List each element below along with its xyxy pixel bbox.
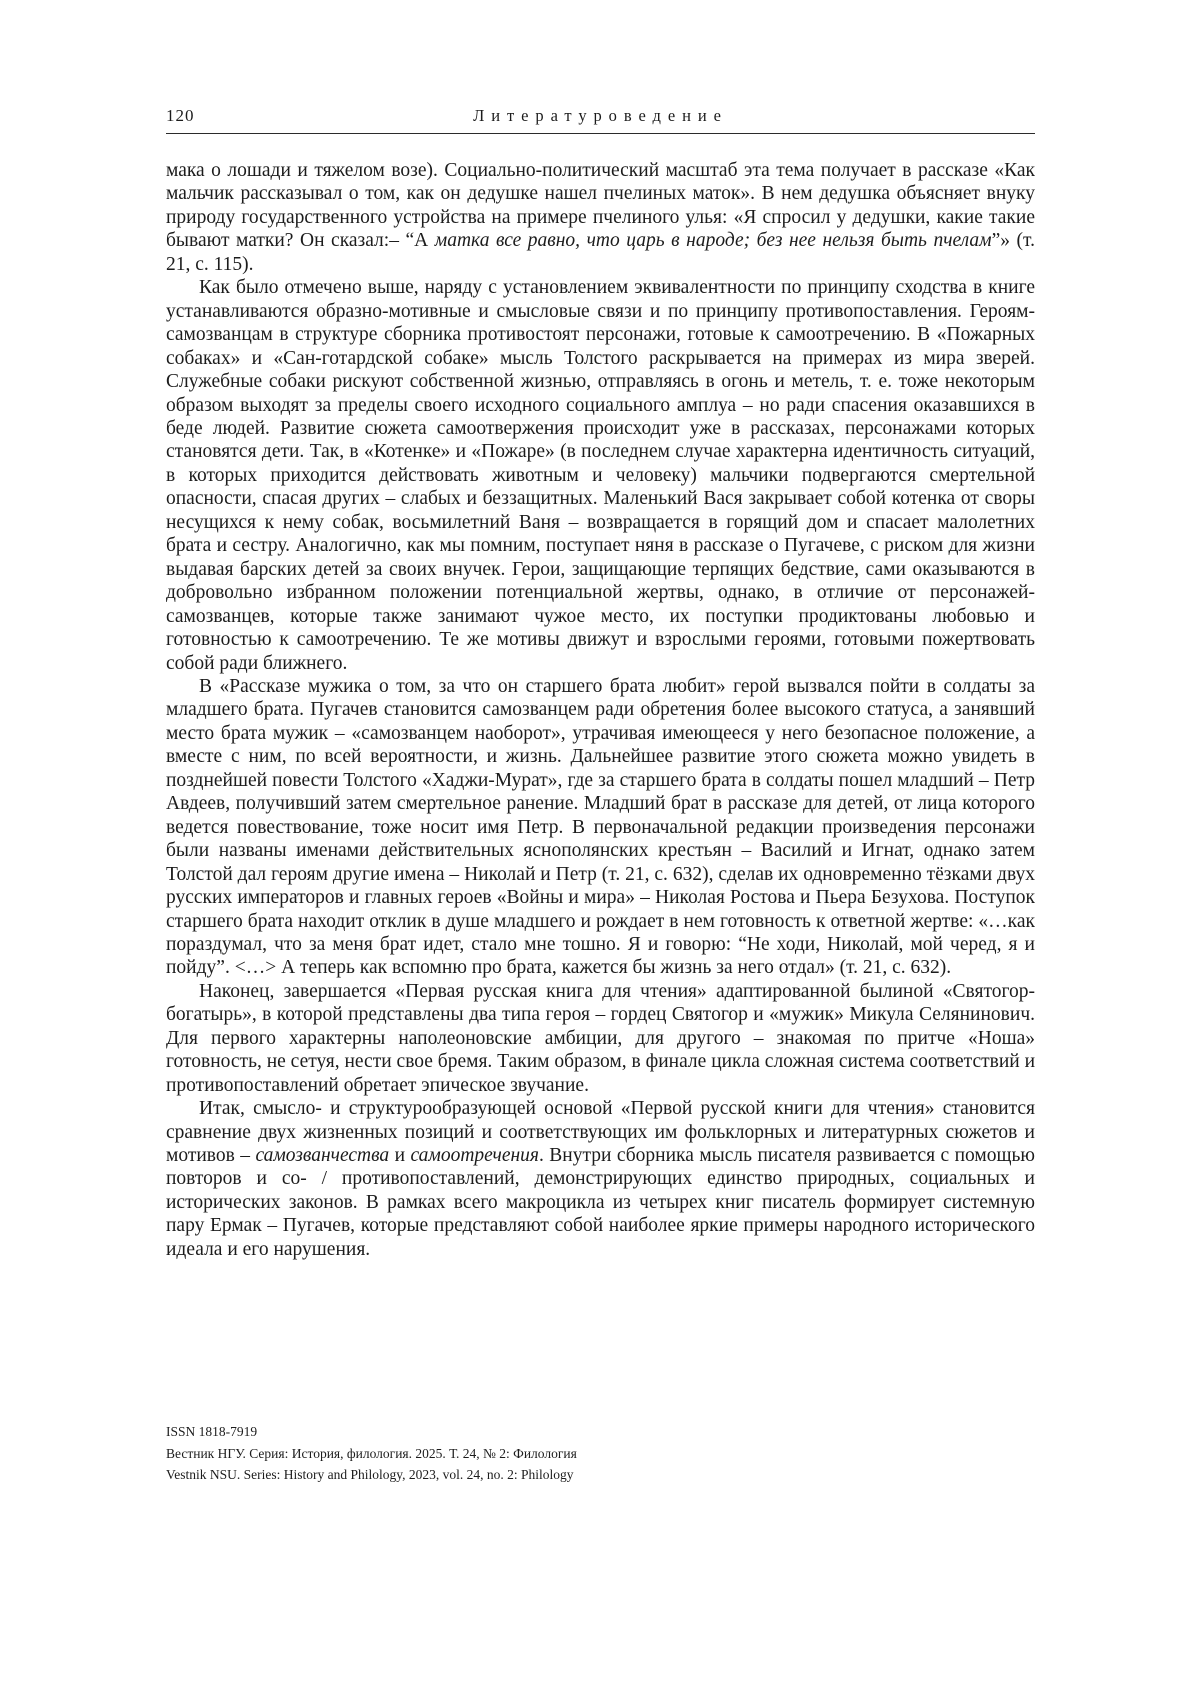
page-footer: [166, 1421, 1035, 1486]
issn-line: ISSN 1818-7919: [166, 1424, 258, 1439]
text-run: ”» (т. 21, с. 115).: [166, 230, 1035, 275]
page-header: [166, 106, 1035, 134]
italic-run: матка все равно, что царь в народе; без нее нельзя быть пчелам: [434, 230, 992, 252]
text-run: В «Рассказе мужика о том, за что он старшего брата любит» герой вызвался пойти в солдаты за младшего брата. Пугачев становится самозванцем ради обретения более высокого статуса, а занявший место брата мужик – «самозванцем наоборот», утрачивая имеющееся у него безопасное положение, а вместе с ним, по всей вероятности, и жизнь. Дальнейшее развитие этого сюжета можно увидеть в позднейшей повести Толстого «Хаджи-Мурат», где за старшего брата в солдаты пошел младший – Петр Авдеев, получивший затем смертельное ранение. Младший брат в рассказе для детей, от лица которого ведется повествование, тоже носит имя Петр. В первоначальной редакции произведения персонажи были названы именами действительных яснополянских крестьян – Василий и Игнат, однако затем Толстой дал героям другие имена – Николай и Петр (т. 21, с. 632), сделав их одновременно тёзками двух русских императоров и главных героев «Войны и мира» – Николая Ростова и Пьера Безухова. Поступок старшего брата находит отклик в душе младшего и рождает в нем готовность к ответной жертве: «…как пораздумал, что за меня брат идет, стало мне тошно. Я и говорю: “Не ходи, Николай, мой черед, я и пойду”. <…> А теперь как вспомню про брата, кажется бы жизнь за него отдал» (т. 21, с. 632).: [166, 675, 1035, 979]
paragraph: [166, 980, 1035, 1097]
paragraph: [166, 276, 1035, 675]
italic-run: самоотречения: [410, 1145, 539, 1167]
citation-line-en: Vestnik NSU. Series: History and Philology, 2023, vol. 24, no. 2: Philology: [166, 1467, 574, 1482]
citation-line-ru: Вестник НГУ. Серия: История, филология. 2025. Т. 24, № 2: Филология: [166, 1445, 577, 1461]
paragraph: [166, 675, 1035, 980]
page-number: 120: [166, 106, 195, 125]
text-run: мака о лошади и тяжелом возе). Социально-политический масштаб эта тема получает в рассказе «Как мальчик рассказывал о том, как он дедушке нашел пчелиных маток». В нем дедушка объясняет внуку природу государственного устройства на примере пчелиного улья: «Я спросил у дедушки, какие такие бывают матки? Он сказал:– “А: [166, 160, 1035, 252]
text-run: Как было отмечено выше, наряду с установлением эквивалентности по принципу сходства в книге устанавливаются образно-мотивные и смысловые связи и по принципу противопоставления. Героям-самозванцам в структуре сборника противостоят персонажи, готовые к самоотречению. В «Пожарных собаках» и «Сан-готардской собаке» мысль Толстого раскрывается на примерах из мира зверей. Служебные собаки рискуют собственной жизнью, отправляясь в огонь и метель, т. е. тоже некоторым образом выходят за пределы своего исходного социального амплуа – но ради спасения оказавшихся в беде людей. Развитие сюжета самоотвержения происходит уже в рассказах, персонажами которых становятся дети. Так, в «Котенке» и «Пожаре» (в последнем случае характерна идентичность ситуаций, в которых приходится действовать животным и человеку) мальчики подвергаются смертельной опасности, спасая других – слабых и беззащитных. Маленький Вася закрывает собой котенка от своры несущихся к нему собак, восьмилетний Ваня – возвращается в горящий дом и спасает малолетних брата и сестру. Аналогично, как мы помним, поступает няня в рассказе о Пугачеве, с риском для жизни выдавая барских детей за своих внучек. Герои, защищающие терпящих бедствие, сами оказываются в добровольно избранном положении потенциальной жертвы, однако, в отличие от персонажей-самозванцев, которые также занимают чужое место, их поступки продиктованы любовью и готовностью к самоотречению. Те же мотивы движут и взрослыми героями, готовыми пожертвовать собой ради ближнего.: [166, 277, 1035, 674]
text-run: Наконец, завершается «Первая русская книга для чтения» адаптированной былиной «Святогор-богатырь», в которой представлены два типа героя – гордец Святогор и «мужик» Микула Селянинович. Для первого характерны наполеоновские амбиции, для другого – знакомая по притче «Ноша» готовность, не сетуя, нести свое бремя. Таким образом, в финале цикла сложная система соответствий и противопоставлений обретает эпическое звучание.: [166, 980, 1036, 1096]
text-run: и: [389, 1145, 411, 1167]
text-run: Итак, смысло- и структурообразующей основой «Первой русской книги для чтения» становится сравнение двух жизненных позиций и соответствующих им фольклорных и литературных сюжетов и мотивов –: [166, 1098, 1035, 1167]
italic-run: самозванчества: [255, 1145, 390, 1167]
paragraph: [166, 159, 1035, 276]
paragraph: [166, 1097, 1035, 1261]
text-run: . Внутри сборника мысль писателя развивается с помощью повторов и со- / противопоставлений, демонстрирующих единство природных, социальных и исторических законов. В рамках всего макроцикла из четырех книг писатель формирует системную пару Ермак – Пугачев, которые представляют собой наиболее яркие примеры народного исторического идеала и его нарушения.: [166, 1145, 1035, 1260]
article-body: [166, 159, 1035, 1261]
running-head: Литературоведение: [473, 106, 728, 125]
